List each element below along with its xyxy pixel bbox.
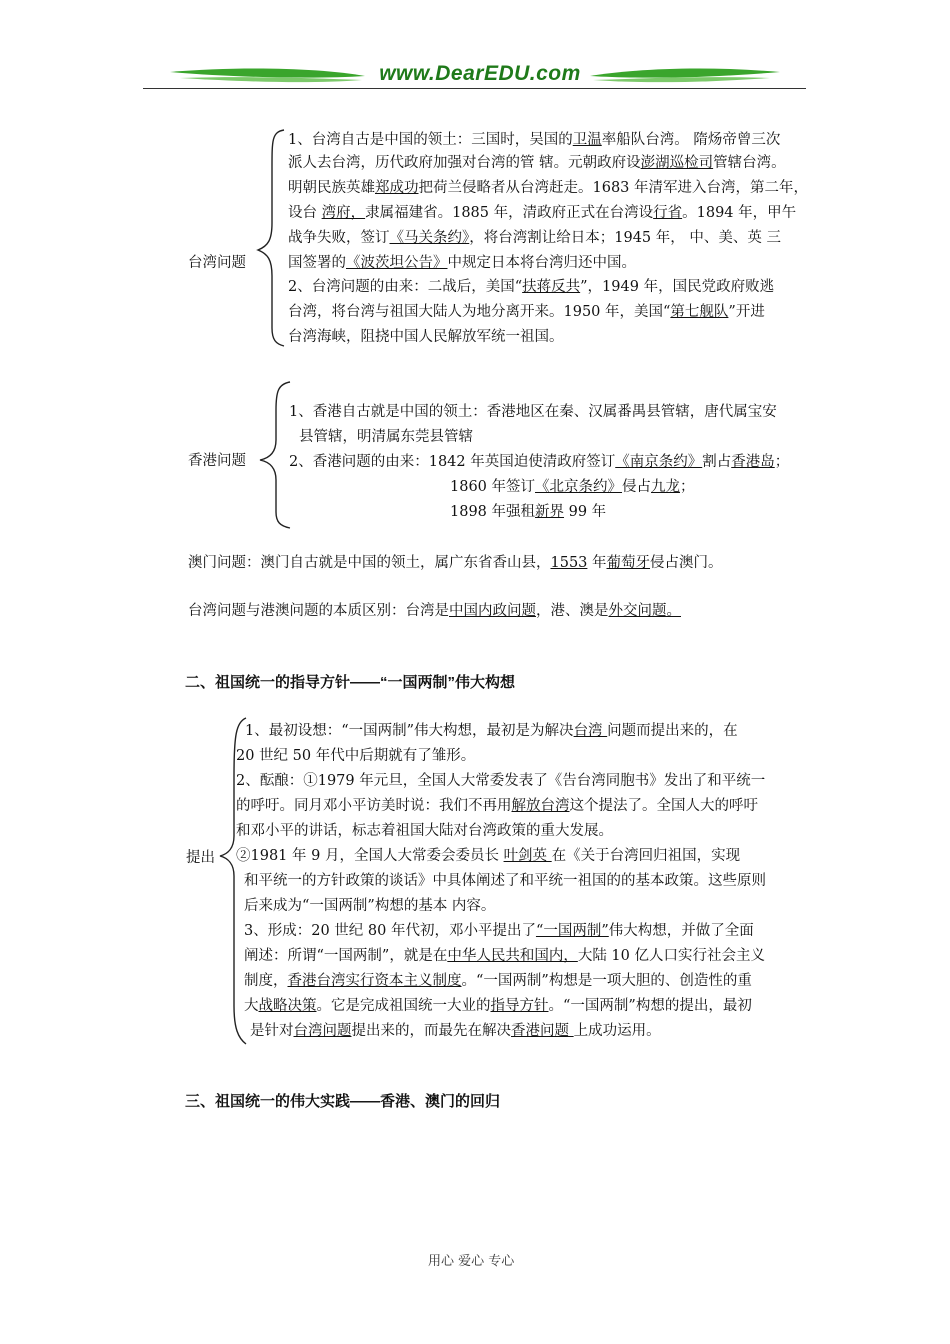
text-segment: 2、香港问题的由来：1842 年英国迫使清政府签订 xyxy=(289,454,616,470)
taiwan-line xyxy=(288,253,636,273)
taiwan-line xyxy=(288,130,780,150)
underlined-answer: 中国内政问题 xyxy=(449,603,536,619)
text-segment: 澳门问题：澳门自古就是中国的领土，属广东省香山县， xyxy=(188,555,551,571)
section2-line xyxy=(245,721,738,741)
text-segment: 和平统一的方针政策的谈话》中具体阐述了和平统一祖国的的基本政策。这些原则 xyxy=(244,873,766,889)
text-segment: 台湾，将台湾与祖国大陆人为地分离开来。1950 年，美国“ xyxy=(288,304,671,320)
underlined-answer: 中华人民共和国内， xyxy=(447,948,578,964)
underlined-answer: 香港岛 xyxy=(731,454,775,470)
text-segment: ”开进 xyxy=(728,304,765,320)
text-segment: 国签署的 xyxy=(288,255,346,271)
underlined-answer: 《南京条约》 xyxy=(615,454,703,470)
text-segment: 战争失败，签订 xyxy=(288,230,390,246)
text-segment: 明朝民族英雄 xyxy=(288,180,375,196)
text-segment: 这个提法了。全国人大的呼吁 xyxy=(569,798,758,814)
logo-text: www.DearEDU.com xyxy=(379,62,581,85)
underlined-answer: 新界 xyxy=(535,504,565,520)
underlined-answer: 叶剑英 xyxy=(503,848,552,864)
text-segment: 1、香港自古就是中国的领土：香港地区在秦、汉属番禺县管辖，唐代属宝安 xyxy=(289,404,777,420)
hongkong-brace xyxy=(256,380,292,530)
underlined-answer: 行省 xyxy=(653,205,683,221)
text-segment: 是针对 xyxy=(250,1023,294,1039)
text-segment: 隶属福建省。1885 年，清政府正式在台湾设 xyxy=(365,205,654,221)
underlined-answer: 第七舰队 xyxy=(670,304,729,320)
underlined-answer: 《北京条约》 xyxy=(535,479,623,495)
text-segment: 1860 年签订 xyxy=(450,479,536,495)
text-segment: 在《关于台湾回归祖国，实现 xyxy=(551,848,741,864)
underlined-answer: 《马关条约》 xyxy=(389,230,470,246)
section2-line xyxy=(244,871,766,891)
hongkong-line xyxy=(299,427,473,447)
hongkong-label: 香港问题 xyxy=(188,453,246,469)
hongkong-line xyxy=(289,452,789,472)
text-segment: 割占 xyxy=(702,454,732,470)
underlined-answer: 九龙 xyxy=(651,479,681,495)
text-segment: ； xyxy=(774,454,790,470)
text-segment: 99 年 xyxy=(564,504,607,520)
text-segment: 派人去台湾，历代政府加强对台湾的管 辖。元朝政府设 xyxy=(288,155,641,171)
text-segment: 设台 xyxy=(288,205,322,221)
hongkong-line xyxy=(289,402,777,422)
text-segment: 阐述：所谓“一国两制”，就是在 xyxy=(244,948,448,964)
section2-heading: 二、祖国统一的指导方针——“一国两制”伟大构想 xyxy=(185,674,516,691)
text-segment: 中规定日本将台湾归还中国。 xyxy=(447,255,636,271)
text-segment: 问题而提出来的，在 xyxy=(607,723,738,739)
taiwan-line xyxy=(288,228,781,248)
text-segment: 率船队台湾。 隋炀帝曾三次 xyxy=(601,132,781,148)
text-segment: 1898 年强租 xyxy=(450,504,536,520)
taiwan-line xyxy=(288,203,796,223)
underlined-answer: 台湾问题 xyxy=(293,1023,352,1039)
text-segment: 把荷兰侵略者从台湾赶走。1683 年清军进入台湾，第二年， xyxy=(418,180,809,196)
underlined-answer: 葡萄牙 xyxy=(606,555,651,571)
text-segment: 。1894 年，甲午 xyxy=(682,205,797,221)
text-segment: ； xyxy=(680,479,695,495)
text-segment: 2、台湾问题的由来：二战后，美国“ xyxy=(288,279,523,295)
text-segment: 和邓小平的讲话，标志着祖国大陆对台湾政策的重大发展。 xyxy=(236,823,613,839)
text-segment: 。“一国两制”构想是一项大胆的、创造性的重 xyxy=(461,973,752,989)
text-segment: ，港、澳是 xyxy=(536,603,609,619)
text-segment: 20 世纪 50 年代中后期就有了雏形。 xyxy=(236,748,476,764)
section3-heading: 三、祖国统一的伟大实践——香港、澳门的回归 xyxy=(185,1093,501,1110)
essence-line xyxy=(188,601,681,621)
text-segment: 。“一国两制”构想的提出，最初 xyxy=(548,998,752,1014)
text-segment: 侵占澳门。 xyxy=(650,555,723,571)
macau-line xyxy=(188,553,723,573)
text-segment: 。它是完成祖国统一大业的 xyxy=(316,998,491,1014)
text-segment: 年 xyxy=(587,555,607,571)
text-segment: 大陆 10 亿人口实行社会主义 xyxy=(577,948,765,964)
text-segment: 大 xyxy=(244,998,259,1014)
underlined-answer: 扶蒋反共 xyxy=(522,279,581,295)
text-segment: 3、形成：20 世纪 80 年代初，邓小平提出了 xyxy=(244,923,536,939)
text-segment: 提出来的，而最先在解决 xyxy=(351,1023,511,1039)
underlined-answer: 卫温 xyxy=(572,132,602,148)
underlined-answer: 战略决策 xyxy=(258,998,317,1014)
section2-line xyxy=(244,996,752,1016)
text-segment: 的呼吁。同月邓小平访美时说：我们不再用 xyxy=(236,798,512,814)
section2-line xyxy=(250,1021,661,1041)
text-segment: 1、最初设想：“一国两制”伟大构想，最初是为解决 xyxy=(245,723,574,739)
underlined-answer: 郑成功 xyxy=(375,180,419,196)
section2-line xyxy=(236,746,475,766)
text-segment: 上成功运用。 xyxy=(573,1023,661,1039)
hongkong-line xyxy=(450,477,695,497)
taiwan-line xyxy=(288,153,786,173)
text-segment: ”，1949 年，国民党政府败逃 xyxy=(580,279,775,295)
taiwan-line xyxy=(288,302,765,322)
underlined-answer: 湾府， xyxy=(321,205,366,221)
section2-line xyxy=(244,971,752,991)
text-segment: 管辖台湾。 xyxy=(713,155,786,171)
taiwan-line xyxy=(288,277,774,297)
section2-line xyxy=(236,796,758,816)
text-segment: 台湾海峡，阻挠中国人民解放军统一祖国。 xyxy=(288,329,564,345)
underlined-answer: 指导方针 xyxy=(490,998,549,1014)
section2-line xyxy=(244,946,765,966)
text-segment: 制度， xyxy=(244,973,288,989)
taiwan-label: 台湾问题 xyxy=(188,255,246,271)
taiwan-line xyxy=(288,327,564,347)
text-segment: ②1981 年 9 月，全国人大常委会委员长 xyxy=(236,848,504,864)
header-divider xyxy=(143,88,806,89)
footer-text: 用心 爱心 专心 xyxy=(428,1254,515,1269)
section2-line xyxy=(236,771,765,791)
text-segment: 1、台湾自古是中国的领土：三国时，吴国的 xyxy=(288,132,573,148)
text-segment: ，将台湾割让给日本；1945 年， 中、美、英 三 xyxy=(469,230,781,246)
hongkong-line xyxy=(450,502,606,522)
section2-line xyxy=(244,896,495,916)
underlined-answer: 台湾 xyxy=(573,723,608,739)
underlined-answer: 澎湖巡检司 xyxy=(640,155,714,171)
taiwan-brace xyxy=(254,128,288,348)
text-segment: 2、酝酿：①1979 年元旦，全国人大常委发表了《告台湾同胞书》发出了和平统一 xyxy=(236,773,766,789)
section2-line xyxy=(236,846,740,866)
underlined-answer: 香港台湾实行资本主义制度 xyxy=(287,973,462,989)
text-segment: 后来成为“一国两制”构想的基本 内容。 xyxy=(244,898,496,914)
underlined-answer: 1553 xyxy=(550,555,588,571)
text-segment: 县管辖，明清属东莞县管辖 xyxy=(299,429,473,445)
underlined-answer: 《波茨坦公告》 xyxy=(346,255,448,271)
proposal-label: 提出 xyxy=(186,850,215,866)
underlined-answer: 香港问题 xyxy=(511,1023,574,1039)
section2-line xyxy=(244,921,754,941)
section2-line xyxy=(236,821,613,841)
taiwan-line xyxy=(288,178,808,198)
underlined-answer: 解放台湾 xyxy=(511,798,570,814)
underlined-answer: 外交问题。 xyxy=(608,603,681,619)
text-segment: 台湾问题与港澳问题的本质区别：台湾是 xyxy=(188,603,449,619)
underlined-answer: “一国两制” xyxy=(535,923,609,939)
text-segment: 伟大构想，并做了全面 xyxy=(608,923,754,939)
text-segment: 侵占 xyxy=(622,479,652,495)
